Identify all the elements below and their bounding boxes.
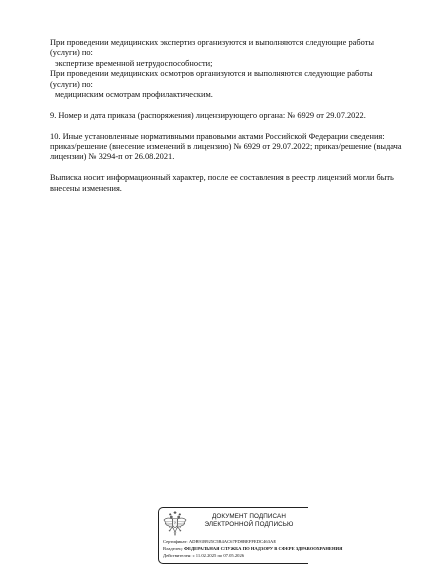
stamp-details [163, 538, 343, 559]
text-line: (услуги) по: [50, 48, 93, 58]
stamp-title-line: ЭЛЕКТРОННОЙ ПОДПИСЬЮ [204, 521, 294, 528]
electronic-signature-stamp [158, 507, 343, 564]
notice-paragraph [50, 173, 394, 194]
text-line: внесены изменения. [50, 183, 122, 193]
certificate-value: ADB91B925C5B4AC67FD8BEFFEDC463AE [188, 539, 277, 544]
certificate-label: Сертификат: [163, 539, 188, 544]
text-line: экспертизе временной нетрудоспособности; [55, 58, 213, 68]
medical-examinations-block [50, 38, 390, 69]
text-line: приказ/решение (внесение изменений в лицензию) № 6929 от 29.07.2022; приказ/решение (выдача [50, 142, 402, 152]
validity-row: Действителен: с 11.02.2025 по 07.05.2026 [163, 553, 245, 558]
owner-label: Владелец: [163, 546, 183, 551]
text-line: При проведении медицинских экспертиз организуются и выполняются следующие работы [50, 38, 374, 47]
russian-coat-of-arms-icon [163, 511, 187, 537]
document-body [50, 38, 402, 204]
medical-checkups-block [50, 69, 390, 100]
text-line: (услуги) по: [50, 79, 93, 89]
certificate-row [163, 538, 313, 545]
stamp-title-line: ДОКУМЕНТ ПОДПИСАН [212, 513, 286, 520]
stamp-title [189, 513, 309, 529]
text-line: 9. Номер и дата приказа (распоряжения) лицензирующего органа: № 6929 от 29.07.2022. [50, 110, 366, 120]
text-line: Выписка носит информационный характер, после ее составления в реестр лицензий могли быть [50, 173, 394, 183]
text-line: лицензии) № 3294-п от 26.08.2021. [50, 152, 175, 162]
owner-row [163, 545, 343, 552]
owner-value: ФЕДЕРАЛЬНАЯ СЛУЖБА ПО НАДЗОРУ В СФЕРЕ ЗДРАВООХРАНЕНИЯ [184, 546, 343, 551]
text-line: медицинским осмотрам профилактическим. [55, 90, 213, 100]
text-line: 10. Иные установленные нормативными правовыми актами Российской Федерации сведения: [50, 131, 385, 141]
other-info-item [50, 131, 402, 163]
text-line: При проведении медицинских осмотров организуются и выполняются следующие работы [50, 69, 373, 79]
order-number-item [50, 111, 390, 121]
